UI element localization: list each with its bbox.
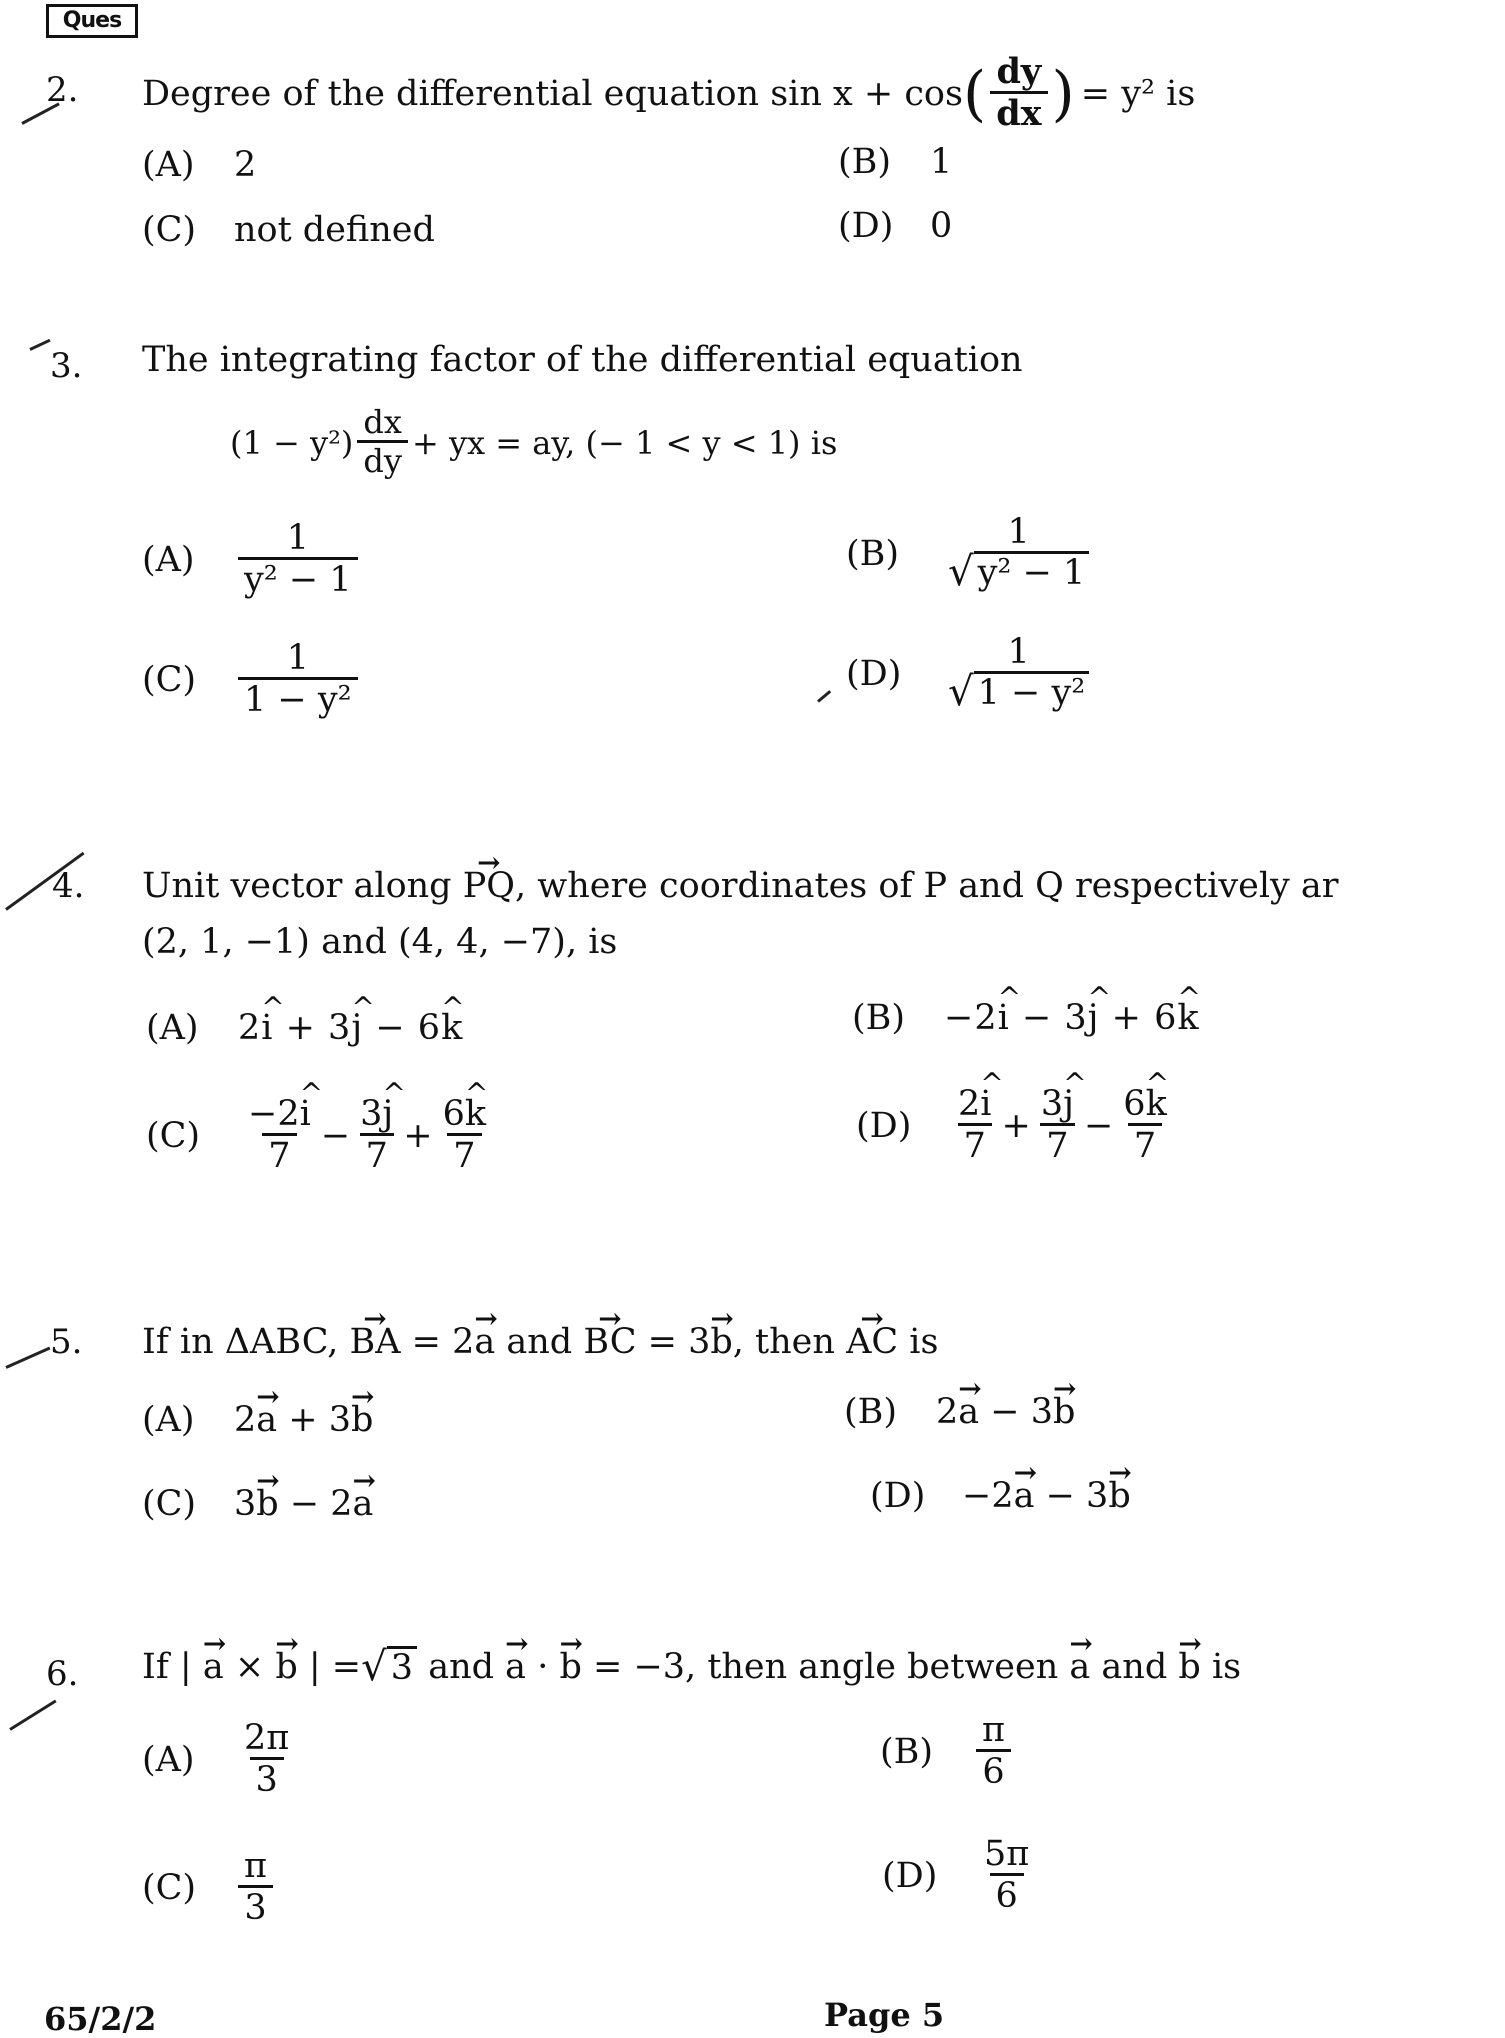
option-d[interactable]: (D) −2→ a − 3→ b [870, 1476, 1131, 1516]
question-stem: If in ΔABC, → BA = 2→ a and → BC = 3→ b, then → AC is [142, 1322, 938, 1362]
option-b[interactable]: (B) 1 √ y² − 1 [846, 514, 1099, 594]
vector-expression: 2^ i + 3^ j − 6^ k [238, 1008, 463, 1048]
page-number: Page 5 [824, 1996, 945, 2034]
option-a[interactable]: (A) 2 [142, 145, 257, 185]
equation: (1 − y²) $\frac{dx}{dy}$ + yx = ay, (− 1 < y < 1) is [230, 403, 838, 480]
vector-expression: −2→ a − 3→ b [962, 1476, 1131, 1516]
vector-expression: 2→ a − 3→ b [936, 1392, 1075, 1432]
question-number: 3. [50, 346, 83, 386]
option-b[interactable]: (B) −2^ i − 3^ j + 6^ k [852, 998, 1200, 1038]
check-mark [9, 1700, 56, 1731]
qr-code: Ques [46, 4, 138, 38]
check-mark [29, 339, 50, 351]
question-number: 4. [52, 866, 85, 906]
vector-expression: 3→ b − 2→ a [234, 1484, 373, 1524]
question-stem: Degree of the differential equation sin x + cos ( $\frac{dy}{dx}$ ) = y² is [142, 51, 1196, 134]
option-a[interactable]: (A) 2→ a + 3→ b [142, 1400, 373, 1440]
option-d[interactable]: (D) $\frac{2\^{} i}{7}$ + $\frac{3\^{} j}{7}$ − $\frac{6\^{} k}{7}$ [856, 1086, 1177, 1166]
option-c[interactable]: (C) 3→ b − 2→ a [142, 1484, 373, 1524]
vector-expression: 2→ a + 3→ b [234, 1400, 373, 1440]
vector-expression: $\frac{-2\^{} i}{7}$ − $\frac{3\^{} j}{7}$ + $\frac{6\^{} k}{7}$ [238, 1096, 496, 1176]
question-stem-line-2: (2, 1, −1) and (4, 4, −7), is [142, 922, 618, 962]
option-c[interactable]: (C) $\frac{\pi}{3}$ [142, 1848, 277, 1928]
option-c[interactable]: (C) not defined [142, 210, 435, 250]
check-mark [817, 690, 831, 703]
question-number: 2. [46, 70, 79, 110]
option-b[interactable]: (B) $\frac{\pi}{6}$ [880, 1712, 1015, 1792]
question-stem: Unit vector along → PQ, where coordinates of P and Q respectively ar [142, 866, 1339, 906]
option-b[interactable]: (B) 2→ a − 3→ b [844, 1392, 1075, 1432]
check-mark [5, 1347, 50, 1369]
option-c[interactable]: (C) $\frac{-2\^{} i}{7}$ − $\frac{3\^{} j}{7}$ + $\frac{6\^{} k}{7}$ [146, 1096, 496, 1176]
question-number: 5. [50, 1322, 83, 1362]
option-d[interactable]: (D) $\frac{5\pi}{6}$ [882, 1834, 1030, 1916]
option-c[interactable]: (C) $\frac{1}{\text{1 − y²}}$ [142, 640, 362, 720]
question-number: 6. [46, 1654, 79, 1694]
option-a[interactable]: (A) $\frac{1}{\text{y² − 1}}$ [142, 520, 362, 600]
vector-expression: −2^ i − 3^ j + 6^ k [944, 998, 1200, 1038]
paper-code: 65/2/2 [44, 2000, 157, 2038]
question-stem: The integrating factor of the differential equation [142, 340, 1023, 380]
option-d[interactable]: (D) 1 √ 1 − y² [846, 634, 1099, 714]
vector-expression: $\frac{2\^{} i}{7}$ + $\frac{3\^{} j}{7}$ − $\frac{6\^{} k}{7}$ [948, 1086, 1177, 1166]
option-b[interactable]: (B) 1 [838, 142, 953, 182]
option-a[interactable]: (A) $\frac{2\pi}{3}$ [142, 1718, 290, 1800]
question-stem: If | → a × → b | = √ 3 and → a · → b = −3, then angle between → a and → b is [142, 1646, 1241, 1688]
option-d[interactable]: (D) 0 [838, 206, 953, 246]
option-a[interactable]: (A) 2^ i + 3^ j − 6^ k [146, 1008, 463, 1048]
